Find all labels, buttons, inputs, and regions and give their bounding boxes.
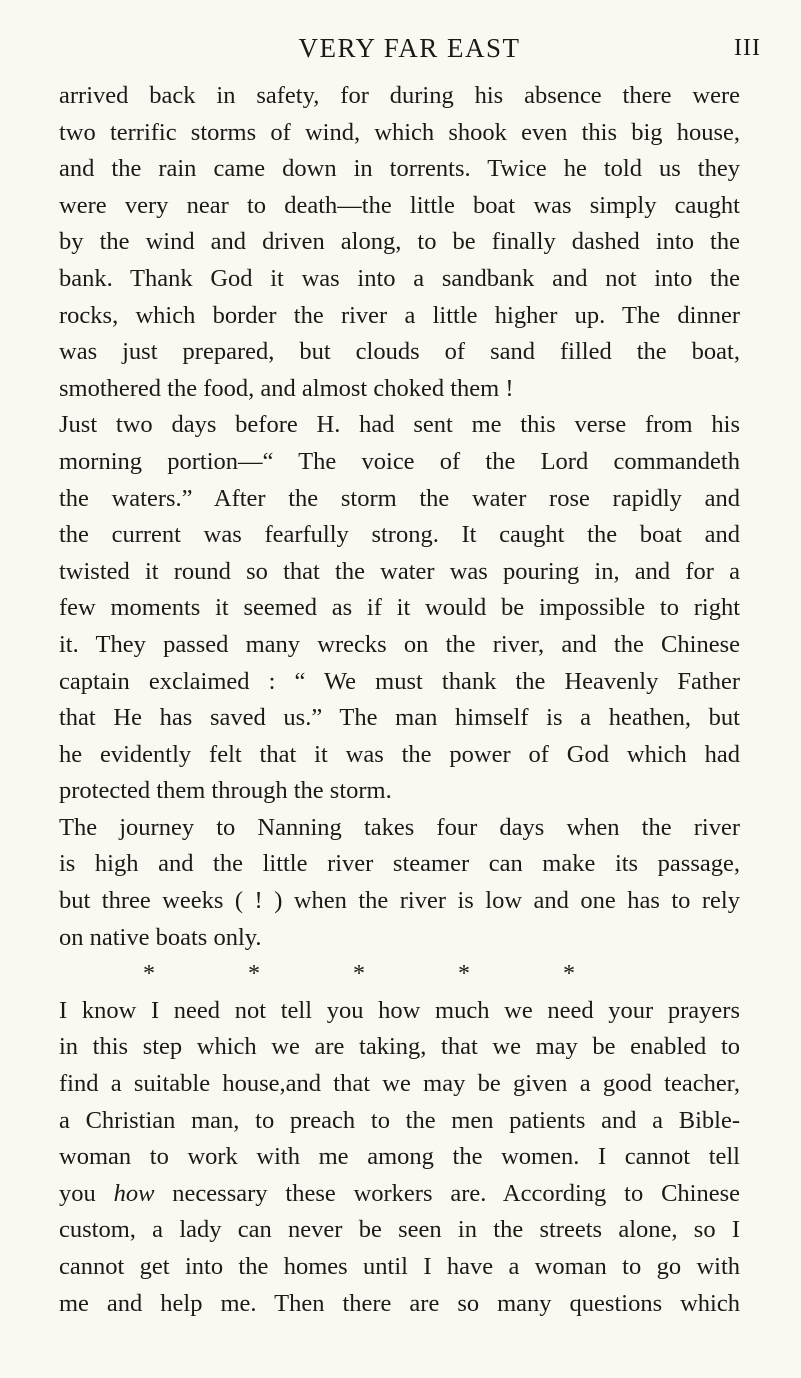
running-title: VERY FAR EAST [298, 33, 521, 63]
text-line: smothered the food, and almost choked them ! [59, 374, 514, 402]
page-header [58, 30, 761, 66]
asterisk: * [248, 961, 260, 988]
text-line: custom, a lady can never be seen in the streets alone, so I [59, 1216, 740, 1244]
text-line: and the rain came down in torrents. Twice he told us they [59, 155, 740, 183]
text-line: on native boats only. [59, 923, 262, 951]
text-line: twisted it round so that the water was pouring in, and for a [59, 557, 740, 585]
text-line: two terrific storms of wind, which shook even this big house, [59, 118, 740, 146]
text-line: morning portion—“ The voice of the Lord commandeth [59, 447, 740, 475]
text-line: The journey to Nanning takes four days when the river [59, 813, 740, 841]
text-line: woman to work with me among the women. I cannot tell [59, 1143, 740, 1171]
text-line: bank. Thank God it was into a sandbank and not into the [59, 264, 740, 292]
text-line: but three weeks ( ! ) when the river is low and one has to rely [59, 887, 740, 915]
body-text [59, 78, 740, 1322]
text-line: a Christian man, to preach to the men patients and a Bible- [59, 1106, 740, 1134]
text-line: me and help me. Then there are so many questions which [59, 1289, 740, 1317]
text-line: captain exclaimed : “ We must thank the Heavenly Father [59, 667, 740, 695]
text-line: arrived back in safety, for during his absence there were [59, 82, 740, 109]
text-line: cannot get into the homes until I have a woman to go with [59, 1253, 740, 1280]
page-number: III [734, 35, 761, 61]
text-line: was just prepared, but clouds of sand filled the boat, [59, 338, 740, 366]
asterisk: * [563, 961, 575, 988]
text-line: Just two days before H. had sent me this verse from his [59, 411, 740, 439]
asterisk: * [458, 961, 470, 988]
text-line [59, 1176, 740, 1213]
text-run: necessary these workers are. According to Chinese [154, 1179, 741, 1207]
text-line: few moments it seemed as if it would be impossible to right [59, 594, 740, 622]
text-line: it. They passed many wrecks on the river, and the Chinese [59, 630, 740, 658]
text-line: rocks, which border the river a little higher up. The dinner [59, 301, 740, 329]
asterisk: * [143, 961, 155, 988]
text-line: were very near to death—the little boat was simply caught [59, 191, 740, 219]
text-line: I know I need not tell you how much we need your prayers [59, 996, 740, 1024]
emphasis-text: how [113, 1179, 155, 1207]
text-line: the waters.” After the storm the water rose rapidly and [59, 484, 740, 512]
text-line: is high and the little river steamer can make its passage, [59, 850, 740, 878]
text-line: he evidently felt that it was the power of God which had [59, 740, 740, 768]
asterisk: * [353, 961, 365, 988]
text-line: the current was fearfully strong. It caught the boat and [59, 521, 740, 549]
text-line: find a suitable house,and that we may be given a good teacher, [59, 1070, 740, 1098]
text-run: you [59, 1179, 114, 1207]
text-line: in this step which we are taking, that we may be enabled to [59, 1033, 740, 1061]
text-line: by the wind and driven along, to be finally dashed into the [59, 228, 740, 256]
section-separator [143, 956, 575, 993]
text-line: that He has saved us.” The man himself is a heathen, but [59, 704, 740, 732]
text-line: protected them through the storm. [59, 777, 392, 805]
